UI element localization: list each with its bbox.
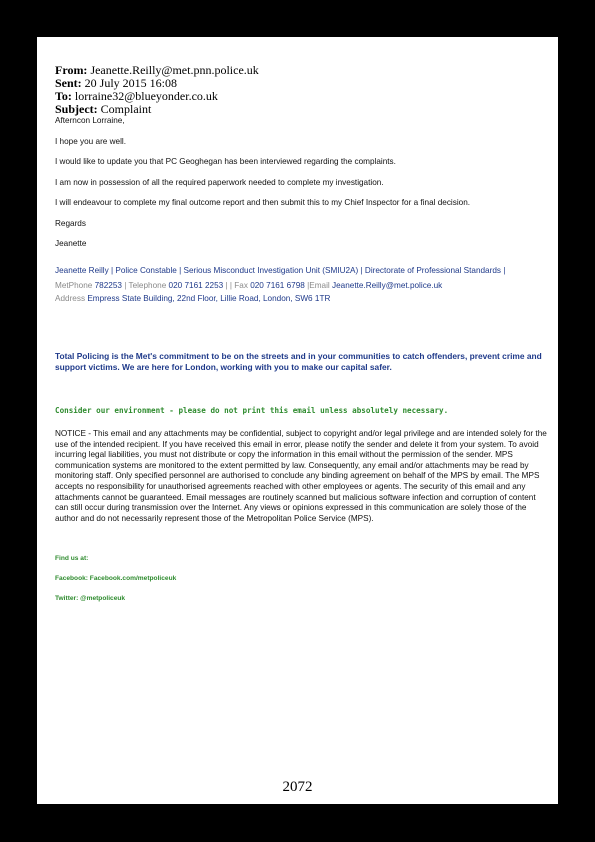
sent-value: 20 July 2015 16:08 (84, 76, 178, 90)
metphone-value: 782253 (94, 281, 122, 290)
page-number: 2072 (282, 779, 313, 795)
telephone-value: 020 7161 2253 (168, 281, 224, 290)
environment-notice: Consider our environment - please do not print this email unless absolutely necessary. (55, 406, 449, 415)
from-label: From: (55, 63, 88, 77)
email-value[interactable]: Jeanette.Reilly@met.police.uk (332, 281, 443, 290)
email-header (55, 64, 550, 116)
body-paragraph: I am now in possession of all the required paperwork needed to complete my investigation. (55, 177, 384, 187)
sender-first-name: Jeanette (55, 239, 87, 248)
fax-value: 020 7161 6798 (250, 281, 305, 290)
email-body (55, 116, 550, 250)
to-value: lorraine32@blueyonder.co.uk (74, 89, 218, 103)
address-label: Address (55, 293, 86, 303)
email-content (55, 64, 550, 603)
document-page (37, 37, 558, 804)
subject-value: Complaint (100, 102, 152, 116)
telephone-label: | Telephone (124, 281, 167, 290)
address-line (55, 293, 550, 306)
body-paragraph: I hope you are well. (55, 136, 127, 146)
signature-title: Jeanette Reilly | Police Constable | Serious Misconduct Investigation Unit (SMIU2A) | Directorate of Professional Standards | (55, 265, 506, 275)
contact-line (55, 280, 550, 293)
closing: Regards (55, 218, 86, 228)
signature-block (55, 265, 550, 306)
to-label: To: (55, 89, 72, 103)
from-value: Jeanette.Reilly@met.pnn.police.uk (90, 63, 259, 77)
policing-statement: Total Policing is the Met's commitment to be on the streets and in your communities to catch offenders, prevent crime and support victims. We are here for London, working with you to make our capital safer. (55, 351, 542, 372)
twitter-link[interactable]: Twitter: @metpoliceuk (55, 595, 126, 603)
subject-label: Subject: (55, 102, 98, 116)
fax-label: | | Fax (225, 281, 248, 290)
metphone-label: MetPhone (55, 281, 93, 290)
email-label: |Email (307, 281, 330, 290)
sent-label: Sent: (55, 76, 82, 90)
find-us-label: Find us at: (55, 555, 89, 563)
legal-notice: NOTICE - This email and any attachments may be confidential, subject to copyright and/or legal privilege and are intended solely for the use of the intended recipient. If you have received this email in error, please notify the sender and delete it from your system. To avoid incurring legal liabilities, you must not distribute or copy the information in this email without the permission of the sender. MPS communication systems are monitored to the extent permitted by law. Consequently, any email and/or attachments may be read by monitoring staff. Only specified personnel are authorised to conclude any binding agreement on behalf of the MPS by email. The MPS accepts no responsibility for unauthorised agreements reached with other employees or agents. The security of this email and any attachments cannot be guaranteed. Email messages are routinely scanned but malicious software infection and corruption of content can still occur during transmission over the Internet. Any views or opinions expressed in this communication are solely those of the author and do not necessarily represent those of the Metropolitan Police Service (MPS). (55, 429, 547, 523)
subject-line (55, 103, 550, 116)
social-links (55, 554, 550, 603)
greeting: Afterncon Lorraine, (55, 116, 125, 125)
address-value: Empress State Building, 22nd Floor, Lillie Road, London, SW6 1TR (87, 293, 331, 303)
body-paragraph: I would like to update you that PC Geoghegan has been interviewed regarding the complaints. (55, 157, 396, 166)
body-paragraph: I will endeavour to complete my final outcome report and then submit this to my Chief Inspector for a final decision. (55, 198, 471, 207)
facebook-link[interactable]: Facebook: Facebook.com/metpoliceuk (55, 575, 177, 583)
